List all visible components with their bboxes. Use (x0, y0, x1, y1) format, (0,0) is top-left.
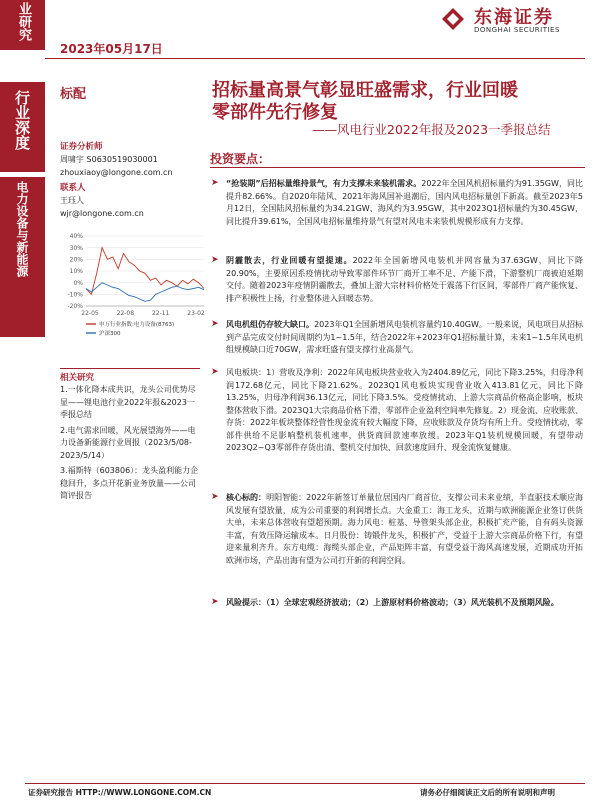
chart-ytick-label: 0% (73, 279, 83, 287)
point-4-text: 风电板块：1）营收及净利：2022年风电板块营业收入为2404.89亿元，同比下降3.25%，归母净利润172.68亿元，同比下降21.62%。2023Q1风电板块实现营业收入413.81亿元，同比下降13.25%，归母净利润36.13亿元，同比下降3.5%。受疫情扰动、上游大宗商品价格高企影响，板块整体营收下滑。2023Q1大宗商品价格下滑，零部件企业盈利空间率先修复。2）现金流、应收账款、存货：2022年板块整体经营性现金流有较大幅度下降，应收账款及存货均有所上升。受疫情扰动，零部件供给不足影响整机装机速率，供货商回款速率放缓。2023年Q1装机规模回暖，有望带动2023Q2~Q3零部件存货出清、整机交付加快、回款速度回升、现金流恢复健康。 (226, 368, 583, 452)
chart-xtick-label: 22-08 (116, 310, 135, 317)
point-3 (226, 319, 583, 357)
industry-label: 电力设备与新能源 (0, 177, 45, 337)
point-2-text: 2022年全国新增风电装机并网容量为37.63GW，同比下降20.90%，主要原因系疫情扰动导致零部件环节厂商开工率不足、产能下滑，下游整机厂商被迫延期交付。随着2023年疫情阴霾散去，叠加上游大宗材料价格处于震荡下行区间，零部件厂商产能恢复、排产积极性上扬，行业整体进入回暖态势。 (226, 256, 583, 303)
section-label: 行业深度 (0, 82, 45, 172)
point-2 (226, 255, 583, 305)
chart-xtick-label: 22-11 (151, 310, 170, 317)
chart-xtick-label: 22-05 (81, 310, 99, 317)
side-label-top: 业研究 (0, 0, 45, 50)
analyst-heading: 证券分析师 (60, 142, 103, 152)
point-1-bold: “抢装期”后招标量维持景气，有力支撑未来装机需求。 (226, 179, 422, 188)
report-date: 2023年05月17日 (60, 42, 163, 56)
analyst-name: 周啸宇 S0630519030001 (60, 155, 158, 164)
chart-legend-label: 申万行业指数:电力设备(8763) (99, 322, 175, 328)
price-chart-svg (60, 230, 208, 360)
point-6-bold: 风险提示：（1）全球宏观经济波动；（2）上游原材料价格波动；（3）风光装机不及预期风险。 (226, 598, 559, 607)
point-4 (226, 367, 583, 455)
bullet-icon: ➤ (211, 178, 219, 188)
point-5 (226, 492, 583, 567)
chart-series-line (86, 283, 204, 302)
chart-ytick-label: 40% (69, 233, 83, 241)
point-1 (226, 178, 583, 228)
bullet-icon: ➤ (211, 367, 219, 377)
points-rule (210, 167, 585, 168)
analyst-email[interactable]: zhouxiaoy@longone.com.cn (60, 168, 173, 177)
points-heading: 投资要点： (210, 152, 271, 166)
related-item[interactable]: 1.一体化降本成共识，龙头公司优势尽显——锂电池行业2022年报&2023一季报总结 (60, 385, 196, 419)
point-3-bold: 风电机组仍存较大缺口。 (226, 320, 315, 329)
chart-ytick-label: 10% (69, 268, 83, 276)
contact-name: 王珏人 (60, 196, 84, 205)
chart-xtick-label: 23-02 (187, 310, 205, 317)
related-item[interactable]: 3.福斯特（603806）：龙头盈利能力企稳回升，多点开花新业务放量——公司简评报告 (60, 466, 199, 500)
rating: 标配 (60, 87, 87, 102)
contact-heading: 联系人 (60, 183, 86, 193)
related-list (60, 384, 201, 503)
footer-left[interactable]: 证券研究报告 HTTP://WWW.LONGONE.COM.CN (28, 788, 212, 797)
bullet-icon: ➤ (211, 255, 219, 265)
logo-en: DONGHAI SECURITIES (474, 26, 560, 34)
report-title-line1: 招标量高景气彰显旺盛需求，行业回暖 (212, 80, 518, 101)
bullet-icon: ➤ (211, 597, 219, 607)
related-heading: 相关研究 (60, 373, 95, 383)
related-item[interactable]: 2.电气需求回暖，风光展望海外——电力设备新能源行业周报（2023/5/08-2023/5/14） (60, 425, 196, 460)
report-subtitle: ——风电行业2022年报及2023一季报总结 (312, 122, 551, 137)
chart-ytick-label: -20% (67, 303, 83, 311)
chart-ytick-label: 20% (69, 256, 83, 264)
chart-legend-label: 沪深300 (99, 331, 121, 337)
point-5-text: 明阳智能：2022年新签订单量位居国内厂商首位，支撑公司未来业绩，半直驱技术顺应海风发展有望放量，成为公司重要的利润增长点。大金重工：海工龙头，近期与欧洲能源企业签订供货大单，未来总体营收有望超预期。海力风电：桩基、导管架头部企业，积极扩充产能，自有码头资源丰富，有效压降运输成本。日月股份：铸锻件龙头，积极扩产，受益于上游大宗商品价格下行，有望迎来量利齐升。东方电缆：海缆头部企业，产品矩阵丰富，有望受益于海风高速发展，近期成功开拓欧洲市场，产品出海有望为公司打开新的利润空间。 (226, 493, 583, 565)
bullet-icon: ➤ (211, 319, 219, 329)
header-rule (45, 58, 585, 59)
logo-mark-icon (438, 4, 468, 34)
point-5-bold: 核心标的： (226, 493, 267, 502)
point-1-text: 2022年全国风机招标量约为91.35GW，同比提升82.66%。自2020年陆风、2021年海风国补退潮后，国内风电招标量创下新高。截至2023年5月12日，全国陆风招标量约为34.21GW、海风约为3.95GW，其中2023Q1招标量约为30.45GW，同比提升39.61%，全国风电招标量维持景气有望对风电未来装机规模形成有力支撑。 (226, 179, 584, 226)
point-6 (226, 597, 583, 610)
related-rule (60, 368, 200, 369)
chart-ytick-label: -10% (67, 291, 83, 299)
contact-email[interactable]: wjr@longone.com.cn (60, 209, 144, 218)
chart-ytick-label: 30% (69, 244, 83, 252)
footer-right: 请务必仔细阅读正文后的所有说明和声明 (420, 788, 555, 797)
price-chart (60, 230, 208, 360)
bullet-icon: ➤ (211, 492, 219, 502)
report-title-line2: 零部件先行修复 (212, 102, 338, 123)
point-3-text: 2023年Q1全国新增风电装机容量约10.40GW。一般来说，风电项目从招标到产品完成交付时间周期约为1~1.5年，结合2022年+2023年Q1招标量计算，未来1~1.5年风电机组规模缺口近70GW，需求旺盛有望支撑行业高景气。 (226, 320, 583, 354)
logo (438, 2, 588, 42)
footer-rule (25, 783, 585, 784)
point-2-bold: 阴霾散去，行业回暖有望提速。 (226, 256, 353, 265)
logo-cn: 东海证券 (474, 7, 554, 28)
